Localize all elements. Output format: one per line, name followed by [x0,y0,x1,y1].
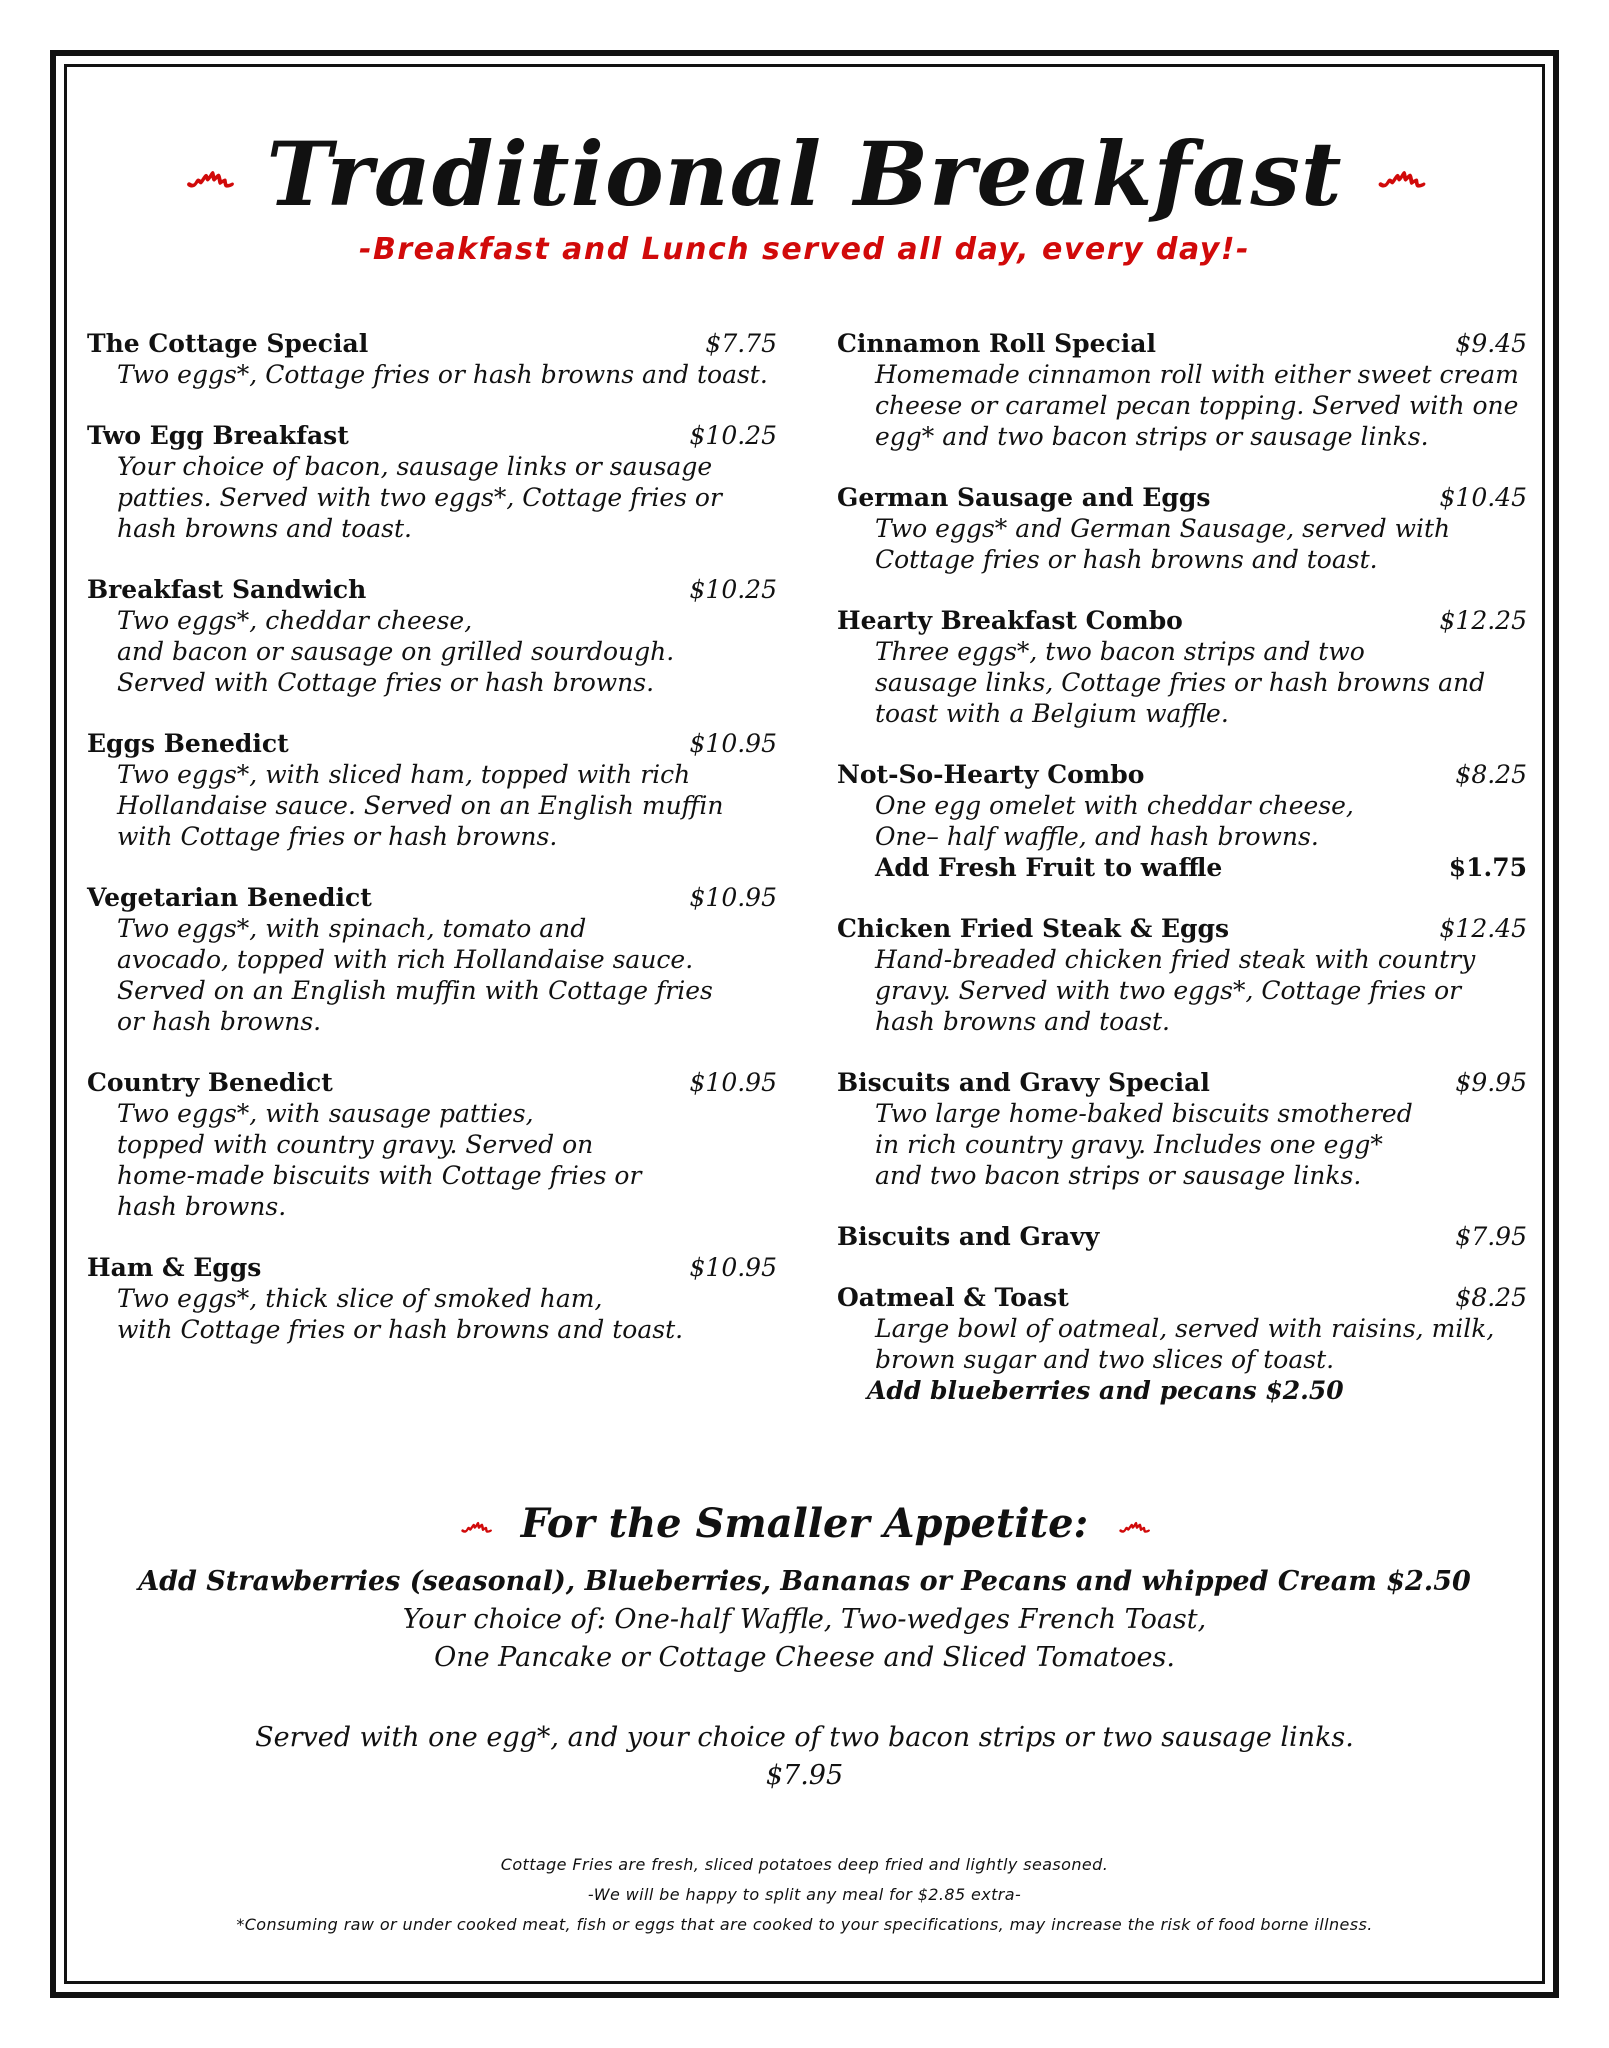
menu-item [837,759,1527,883]
menu-item-addon: Add blueberries and pecans $2.50 [867,1376,1344,1405]
menu-item-price: $12.25 [1439,606,1527,635]
menu-item-description-line: Two eggs* and German Sausage, served with [875,514,1451,543]
menu-item-description-line: patties. Served with two eggs*, Cottage fries or [117,483,722,512]
menu-item-name: Breakfast Sandwich [87,575,367,604]
smaller-served: Served with one egg*, and your choice of two bacon strips or two sausage links. [255,1722,1354,1753]
menu-item [837,1282,1527,1406]
menu-item-description-line: cheese or caramel pecan topping. Served with one [875,391,1519,420]
menu-item-price: $10.95 [689,883,777,912]
footer-line-3: *Consuming raw or under cooked meat, fish or eggs that are cooked to your specifications, may increase the risk of food borne illness. [236,1915,1373,1934]
menu-item-name: Not-So-Hearty Combo [837,760,1145,789]
menu-item [837,605,1527,729]
page-title: Traditional Breakfast [266,122,1343,226]
menu-item-description-line: hash browns and toast. [117,514,412,543]
menu-item-price: $10.95 [689,1253,777,1282]
menu-item-price: $9.95 [1455,1068,1527,1097]
left-flourish-icon: ෴ [184,143,234,204]
menu-item-description-line: with Cottage fries or hash browns. [117,822,558,851]
menu-item-description-line: gravy. Served with two eggs*, Cottage fries or [875,976,1462,1005]
menu-item-description-line: in rich country gravy. Includes one egg* [875,1130,1383,1159]
page-subtitle: -Breakfast and Lunch served all day, every day!- [359,232,1250,267]
menu-item-description-line: Served with Cottage fries or hash browns. [117,668,655,697]
menu-item-header [87,1067,777,1098]
menu-item [87,1067,777,1222]
menu-item-price: $10.95 [689,729,777,758]
menu-item [87,328,777,390]
menu-item-price: $10.95 [689,1068,777,1097]
title-row [0,122,1609,226]
menu-item-description-line: hash browns and toast. [875,1007,1170,1036]
menu-item-name: Two Egg Breakfast [87,421,349,450]
smaller-choice-line-2: One Pancake or Cottage Cheese and Sliced Tomatoes. [434,1642,1175,1673]
menu-item-description-line: egg* and two bacon strips or sausage links. [875,422,1429,451]
menu-item-price: $7.95 [1455,1222,1527,1251]
menu-item-description-line: Hand-breaded chicken fried steak with country [875,945,1476,974]
menu-item-description-line: Your choice of bacon, sausage links or sausage [117,452,713,481]
menu-item [87,420,777,544]
menu-item-description-line: Two eggs*, thick slice of smoked ham, [117,1284,603,1313]
menu-item-description-line: Two large home-baked biscuits smothered [875,1099,1413,1128]
menu-item-description-line: Large bowl of oatmeal, served with raisins, milk, [875,1314,1495,1343]
menu-item-price: $12.45 [1439,914,1527,943]
right-small-flourish-icon: ෴ [1117,1503,1150,1544]
menu-item-name: Biscuits and Gravy [837,1222,1100,1251]
smaller-choice-line-1: Your choice of: One-half Waffle, Two-wedges French Toast, [402,1604,1207,1635]
menu-item-name: The Cottage Special [87,329,369,358]
menu-item-header [837,328,1527,359]
menu-item-description-line: or hash browns. [117,1007,322,1036]
menu-item-description-line: and bacon or sausage on grilled sourdough. [117,637,675,666]
menu-item-description-line: sausage links, Cottage fries or hash browns and [875,668,1486,697]
menu-item [837,328,1527,452]
left-menu-column [87,328,777,1375]
menu-item [837,482,1527,575]
smaller-addon: Add Strawberries (seasonal), Blueberries, Bananas or Pecans and whipped Cream $2.50 [138,1566,1471,1597]
menu-item [837,913,1527,1037]
menu-item-description-line: Two eggs*, cheddar cheese, [117,606,473,635]
menu-item-header [837,1282,1527,1313]
menu-item-name: Country Benedict [87,1068,333,1097]
menu-item-price: $8.25 [1455,1283,1527,1312]
menu-item-description-line: Two eggs*, with sliced ham, topped with rich [117,760,691,789]
menu-item-price: $10.25 [689,421,777,450]
menu-item-header [837,1221,1527,1252]
menu-item-header [87,420,777,451]
menu-item-price: $10.25 [689,575,777,604]
menu-item-addon-label: Add Fresh Fruit to waffle [875,853,1223,882]
footer-line-2: -We will be happy to split any meal for $2.85 extra- [587,1885,1022,1904]
menu-item-description-line: toast with a Belgium waffle. [875,699,1229,728]
menu-item-description-line: topped with country gravy. Served on [117,1130,594,1159]
smaller-price: $7.95 [765,1760,844,1791]
menu-item-addon [837,852,1527,883]
menu-item-addon-price: $1.75 [1448,853,1527,882]
menu-item-description-line: Cottage fries or hash browns and toast. [875,545,1378,574]
right-menu-column [837,328,1527,1436]
menu-item-name: Chicken Fried Steak & Eggs [837,914,1230,943]
menu-item-description-line: Two eggs*, Cottage fries or hash browns and toast. [117,360,768,389]
footer-line-1: Cottage Fries are fresh, sliced potatoes deep fried and lightly seasoned. [500,1855,1109,1874]
menu-item-description-line: Three eggs*, two bacon strips and two [875,637,1365,666]
left-small-flourish-icon: ෴ [459,1503,492,1544]
menu-item-description-line: hash browns. [117,1192,287,1221]
menu-item [87,1252,777,1345]
menu-item-header [837,759,1527,790]
menu-item-header [87,882,777,913]
menu-item [837,1221,1527,1252]
smaller-appetite-title: For the Smaller Appetite: [520,1500,1089,1547]
menu-item-header [837,605,1527,636]
smaller-appetite-section [0,1563,1609,1795]
menu-item-header [837,913,1527,944]
menu-item-description-line: home-made biscuits with Cottage fries or [117,1161,642,1190]
menu-item-price: $8.25 [1455,760,1527,789]
menu-item-description-line: One– half waffle, and hash browns. [875,822,1319,851]
menu-item-name: Eggs Benedict [87,729,289,758]
menu-item-description-line: Two eggs*, with spinach, tomato and [117,914,587,943]
menu-item-description-line: Two eggs*, with sausage patties, [117,1099,534,1128]
menu-item-header [87,1252,777,1283]
menu-item-name: German Sausage and Eggs [837,483,1211,512]
menu-item-name: Ham & Eggs [87,1253,262,1282]
menu-item-price: $10.45 [1439,483,1527,512]
menu-item-price: $7.75 [705,329,777,358]
menu-item-name: Biscuits and Gravy Special [837,1068,1210,1097]
right-flourish-icon: ෴ [1375,143,1425,204]
menu-item-description-line: Homemade cinnamon roll with either sweet cream [875,360,1519,389]
menu-item [837,1067,1527,1191]
menu-item [87,728,777,852]
menu-item-description-line: Served on an English muffin with Cottage fries [117,976,713,1005]
menu-item [87,882,777,1037]
menu-item-name: Cinnamon Roll Special [837,329,1156,358]
menu-item-header [837,482,1527,513]
menu-item-description-line: brown sugar and two slices of toast. [875,1345,1335,1374]
smaller-appetite-heading [0,1500,1609,1547]
menu-item-header [87,328,777,359]
menu-item-header [87,728,777,759]
menu-item-description-line: avocado, topped with rich Hollandaise sauce. [117,945,694,974]
menu-item-header [837,1067,1527,1098]
menu-item-description-line: Hollandaise sauce. Served on an English muffin [117,791,724,820]
menu-item-description-line: and two bacon strips or sausage links. [875,1161,1362,1190]
menu-item-price: $9.45 [1455,329,1527,358]
menu-item-name: Hearty Breakfast Combo [837,606,1183,635]
menu-item-name: Oatmeal & Toast [837,1283,1069,1312]
menu-item-description-line: with Cottage fries or hash browns and toast. [117,1315,684,1344]
menu-item-description-line: One egg omelet with cheddar cheese, [875,791,1354,820]
menu-item [87,574,777,698]
footer-notes [0,1850,1609,1940]
menu-item-header [87,574,777,605]
menu-item-name: Vegetarian Benedict [87,883,372,912]
